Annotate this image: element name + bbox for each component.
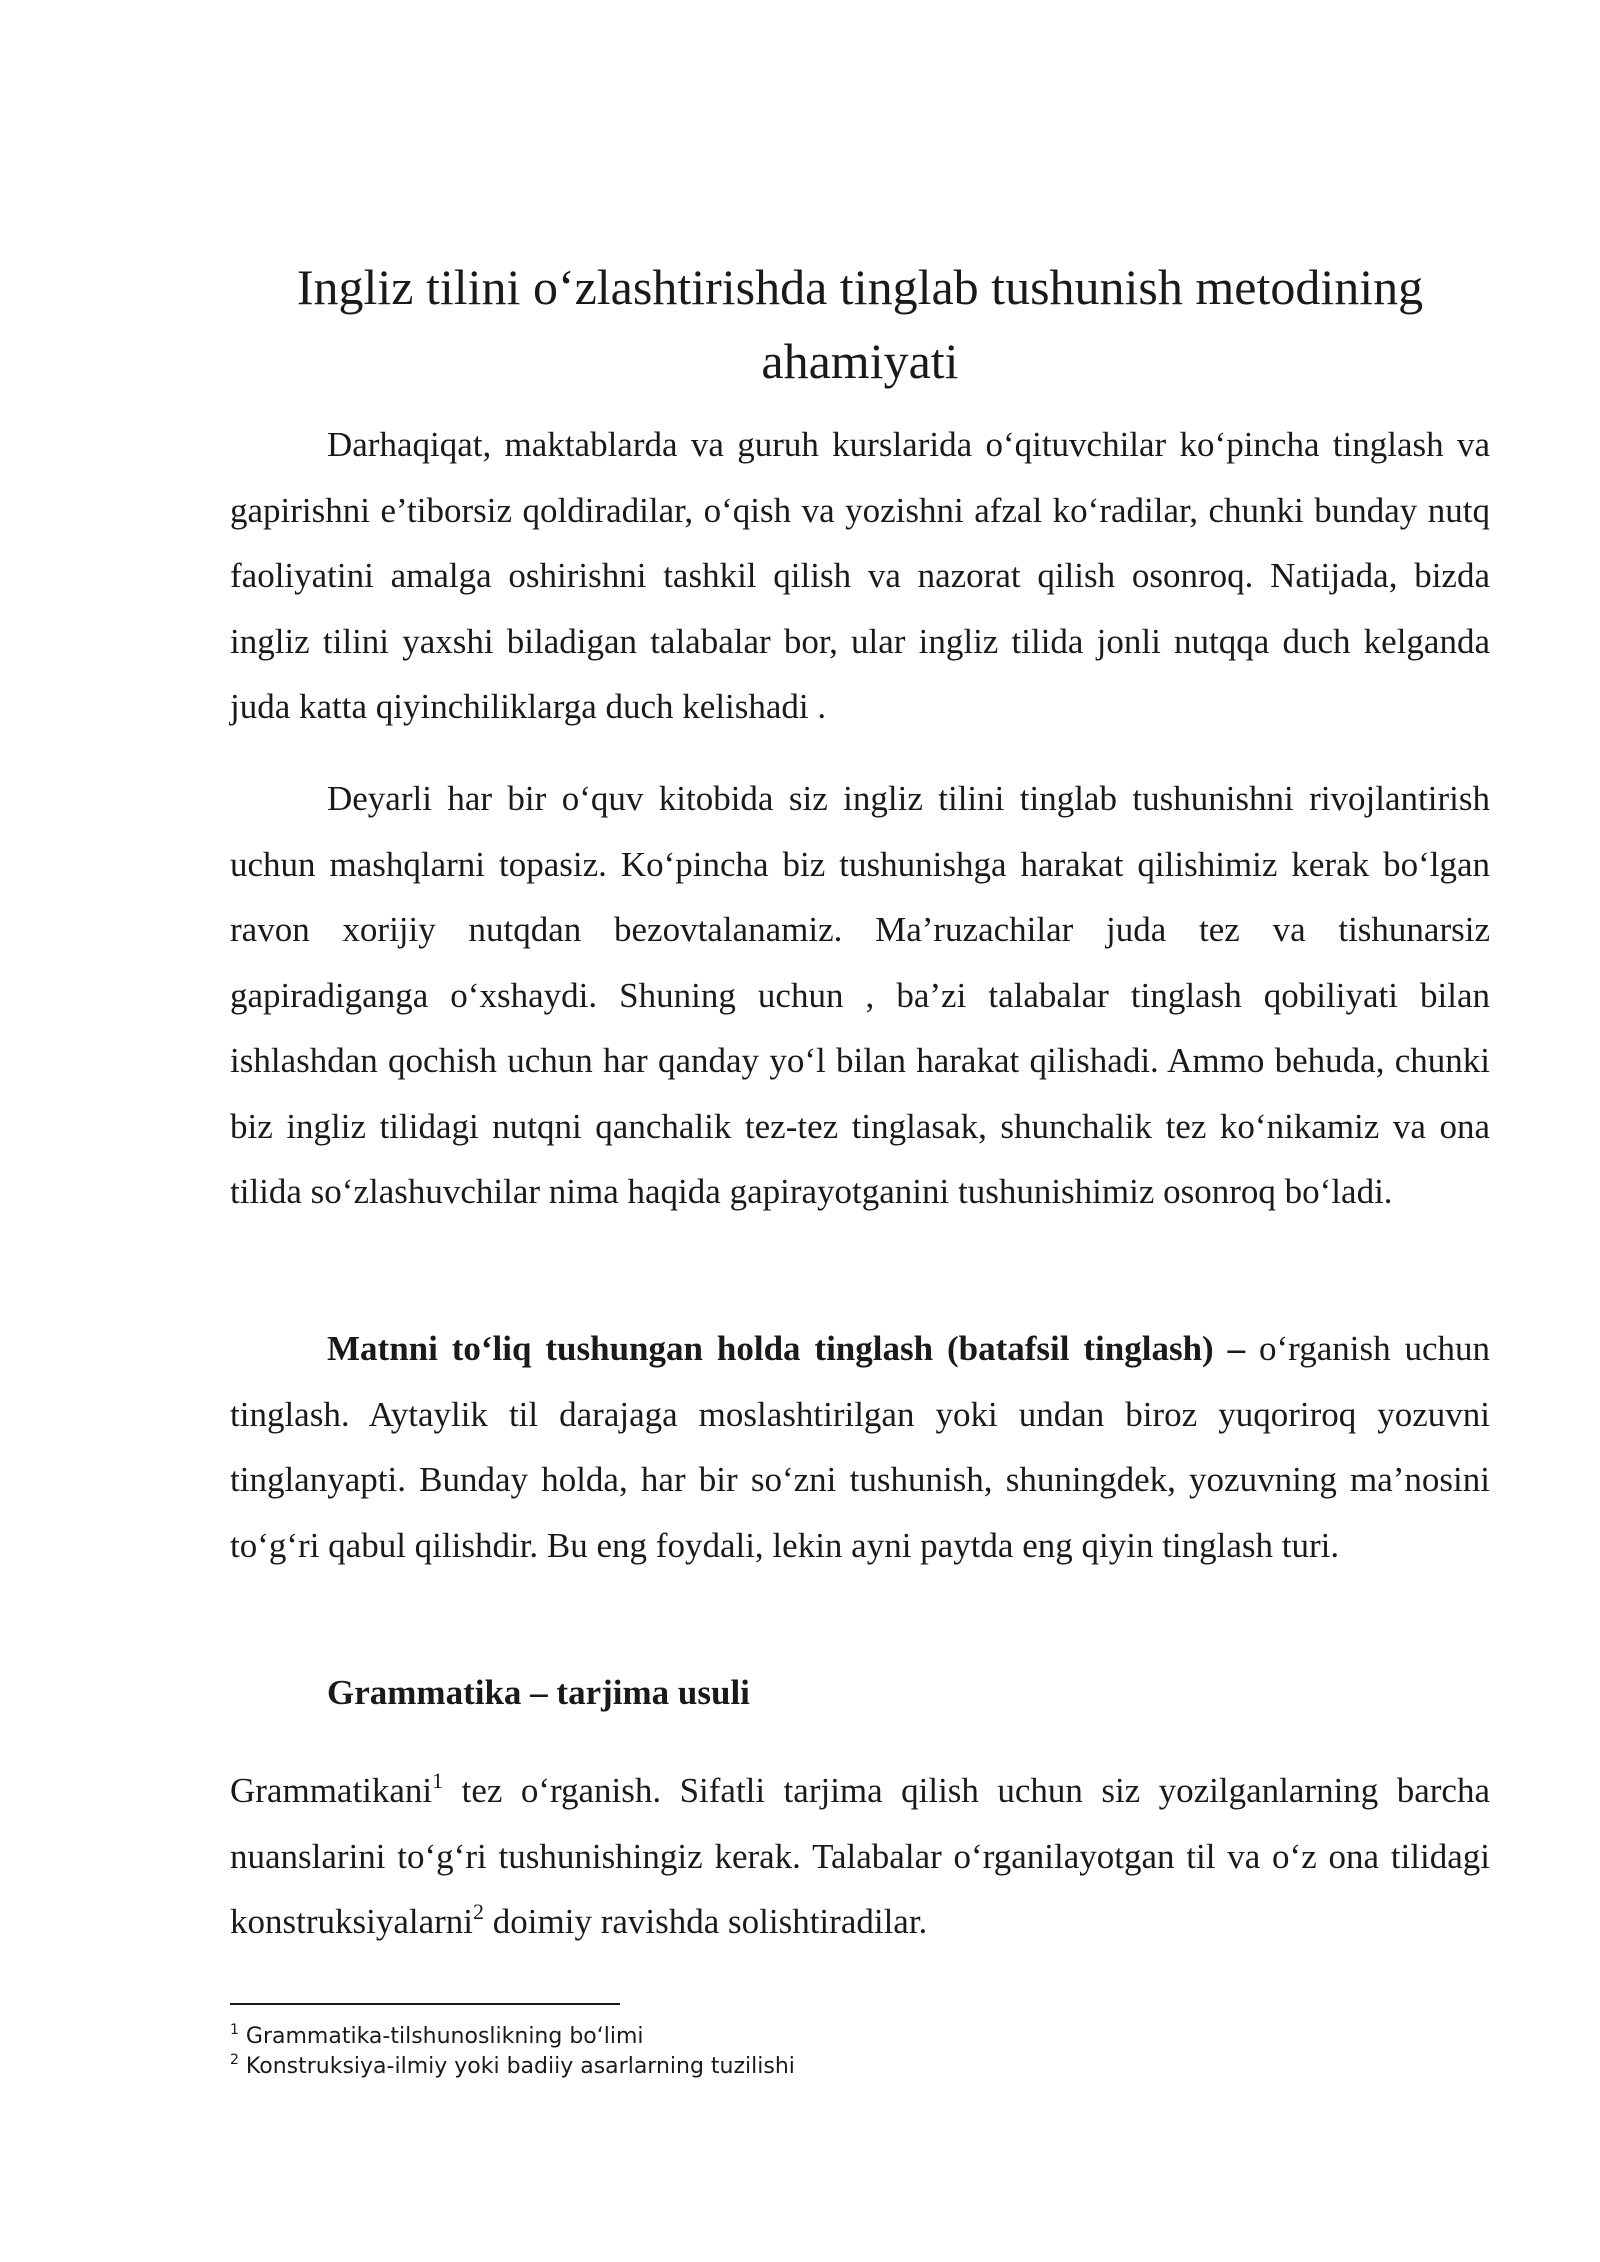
section-heading-grammar-translation: Grammatika – tarjima usuli — [327, 1673, 750, 1712]
footnote-2-text: Konstruksiya-ilmiy yoki badiiy asarlarning tuzilishi — [238, 2054, 795, 2079]
paragraph-2: Deyarli har bir o‘quv kitobida siz ingliz tilini tinglab tushunishni rivojlantirish uchun mashqlarni topasiz. Ko‘pincha biz tushunishga harakat qilishimiz kerak bo‘lgan ravon xorijiy nutqdan bezovtalanamiz. Ma’ruzachilar juda tez va tishunarsiz gapiradiganga o‘xshaydi. Shuning uchun , ba’zi talabalar tinglash qobiliyati bilan ishlashdan qochish uchun har qanday yo‘l bilan harakat qilishadi. Ammo behuda, chunki biz ingliz tilidagi nutqni qanchalik tez-tez tinglasak, shunchalik tez ko‘nikamiz va ona tilida so‘zlashuvchilar nima haqida gapirayotganini tushunishimiz osonroq bo‘ladi. — [230, 779, 1490, 1211]
footnote-ref-1: 1 — [432, 1768, 444, 1793]
grammar-text-b: tez o‘rganish. Sifatli tarjima qilish uchun siz yozilganlarning barcha nuanslarini to‘g‘ri tushunishingiz kerak. Talabalar o‘rganilayotgan til va o‘z ona tilidagi konstruksiyalarni — [230, 1771, 1490, 1941]
grammar-text-a: Grammatikani — [230, 1771, 433, 1810]
footnote-2-mark: 2 — [230, 2052, 239, 2068]
footnote-1 — [230, 2022, 1130, 2052]
footnote-ref-2: 2 — [473, 1899, 485, 1924]
document-title: Ingliz tilini o‘zlashtirishda tinglab tushunish metodining ahamiyati — [296, 259, 1424, 389]
paragraph-detailed-listening — [230, 1316, 1490, 1578]
footnote-2 — [230, 2052, 1130, 2082]
footnote-separator — [230, 2003, 620, 2005]
paragraph-grammar — [230, 1758, 1490, 1955]
detailed-listening-body: o‘rganish uchun tinglash. Aytaylik til darajaga moslashtirilgan yoki undan biroz yuqoriroq yozuvni tinglanyapti. Bunday holda, har bir so‘zni tushunish, shuningdek, yozuvning ma’nosini to‘g‘ri qabul qilishdir. Bu eng foydali, lekin ayni paytda eng qiyin tinglash turi. — [230, 1329, 1491, 1565]
footnote-1-mark: 1 — [230, 2022, 239, 2038]
detailed-listening-heading: Matnni to‘liq tushungan holda tinglash (batafsil tinglash) – — [327, 1329, 1246, 1368]
paragraph-1: Darhaqiqat, maktablarda va guruh kurslarida o‘qituvchilar ko‘pincha tinglash va gapirishni e’tiborsiz qoldiradilar, o‘qish va yozishni afzal ko‘radilar, chunki bunday nutq faoliyatini amalga oshirishni tashkil qilish va nazorat qilish osonroq. Natijada, bizda ingliz tilini yaxshi biladigan talabalar bor, ular ingliz tilida jonli nutqqa duch kelganda juda katta qiyinchiliklarga duch kelishadi . — [230, 425, 1490, 726]
grammar-text-c: doimiy ravishda solishtiradilar. — [484, 1902, 928, 1941]
footnote-1-text: Grammatika-tilshunoslikning bo‘limi — [238, 2024, 644, 2049]
